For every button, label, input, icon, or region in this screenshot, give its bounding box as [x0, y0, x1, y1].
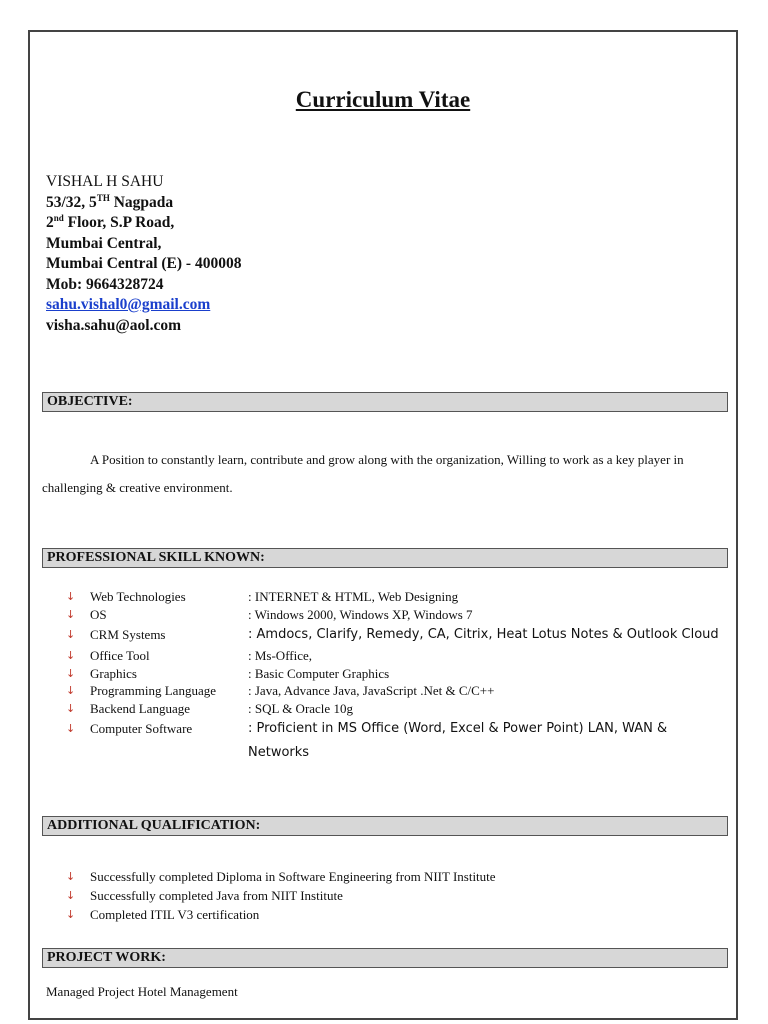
- list-item: [66, 700, 726, 718]
- section-header-skills: PROFESSIONAL SKILL KNOWN:: [42, 548, 728, 568]
- contact-email-link[interactable]: sahu.vishal0@gmail.com: [46, 296, 211, 313]
- skill-label: Graphics: [90, 665, 137, 681]
- list-item: [66, 717, 726, 765]
- skill-label: Computer Software: [90, 721, 193, 736]
- skill-label: Web Technologies: [90, 589, 186, 604]
- skills-list: [66, 588, 726, 765]
- contact-address-line-2: 2nd Floor, S.P Road,: [46, 212, 175, 231]
- skill-value: : Basic Computer Graphics: [248, 665, 390, 681]
- section-header-qualification: ADDITIONAL QUALIFICATION:: [42, 816, 728, 836]
- arrow-bullet-icon: ↓: [66, 590, 76, 603]
- skill-value: : SQL & Oracle 10g: [248, 700, 353, 716]
- project-text: Managed Project Hotel Management: [46, 984, 238, 999]
- list-item: [66, 886, 726, 905]
- arrow-bullet-icon: ↓: [66, 684, 76, 697]
- skill-label: Office Tool: [90, 648, 150, 663]
- list-item: [66, 647, 726, 665]
- skill-value: : Java, Advance Java, JavaScript .Net & C/C++: [248, 683, 495, 698]
- qualification-text: Successfully completed Java from NIIT Institute: [90, 888, 343, 903]
- objective-paragraph: A Position to constantly learn, contribute and grow along with the organization, Willing to work as a key player in challenging & creative environment.: [42, 452, 684, 495]
- skill-label: Programming Language: [90, 683, 216, 698]
- skill-value: : Proficient in MS Office (Word, Excel & Power Point) LAN, WAN & Networks: [248, 721, 668, 760]
- section-header-project: PROJECT WORK:: [42, 948, 728, 968]
- contact-address-line-1: 53/32, 5TH Nagpada: [46, 192, 174, 211]
- list-item: [66, 665, 726, 683]
- qualification-text: Completed ITIL V3 certification: [90, 907, 260, 922]
- arrow-bullet-icon: ↓: [66, 889, 76, 902]
- arrow-bullet-icon: ↓: [66, 908, 76, 921]
- arrow-bullet-icon: ↓: [66, 649, 76, 662]
- contact-email-secondary: visha.sahu@aol.com: [46, 316, 181, 334]
- document-title: Curriculum Vitae: [295, 87, 471, 112]
- contact-address-line-4: Mumbai Central (E) - 400008: [46, 255, 242, 272]
- list-item: [66, 606, 726, 624]
- qualification-text: Successfully completed Diploma in Software Engineering from NIIT Institute: [90, 869, 496, 884]
- list-item: [66, 588, 726, 606]
- list-item: [66, 867, 726, 886]
- qualifications-list: [66, 867, 726, 924]
- contact-address-line-3: Mumbai Central,: [46, 234, 162, 252]
- arrow-bullet-icon: ↓: [66, 722, 76, 735]
- skill-value: : Windows 2000, Windows XP, Windows 7: [248, 606, 473, 622]
- arrow-bullet-icon: ↓: [66, 870, 76, 883]
- arrow-bullet-icon: ↓: [66, 701, 76, 715]
- document-page: [28, 30, 738, 1020]
- skill-label: Backend Language: [90, 700, 190, 716]
- skill-label: CRM Systems: [90, 627, 166, 642]
- contact-block: [46, 172, 241, 336]
- arrow-bullet-icon: ↓: [66, 666, 76, 680]
- arrow-bullet-icon: ↓: [66, 628, 76, 641]
- skill-value: : INTERNET & HTML, Web Designing: [248, 589, 459, 604]
- skill-label: OS: [90, 606, 107, 622]
- list-item: [66, 623, 726, 647]
- skill-value: : Ms-Office,: [248, 648, 313, 663]
- section-header-objective: OBJECTIVE:: [42, 392, 728, 412]
- list-item: [66, 905, 726, 924]
- skill-value: : Amdocs, Clarify, Remedy, CA, Citrix, Heat Lotus Notes & Outlook Cloud: [248, 627, 719, 642]
- arrow-bullet-icon: ↓: [66, 607, 76, 621]
- contact-name: VISHAL H SAHU: [46, 173, 164, 190]
- contact-mobile: Mob: 9664328724: [46, 275, 164, 293]
- list-item: [66, 682, 726, 700]
